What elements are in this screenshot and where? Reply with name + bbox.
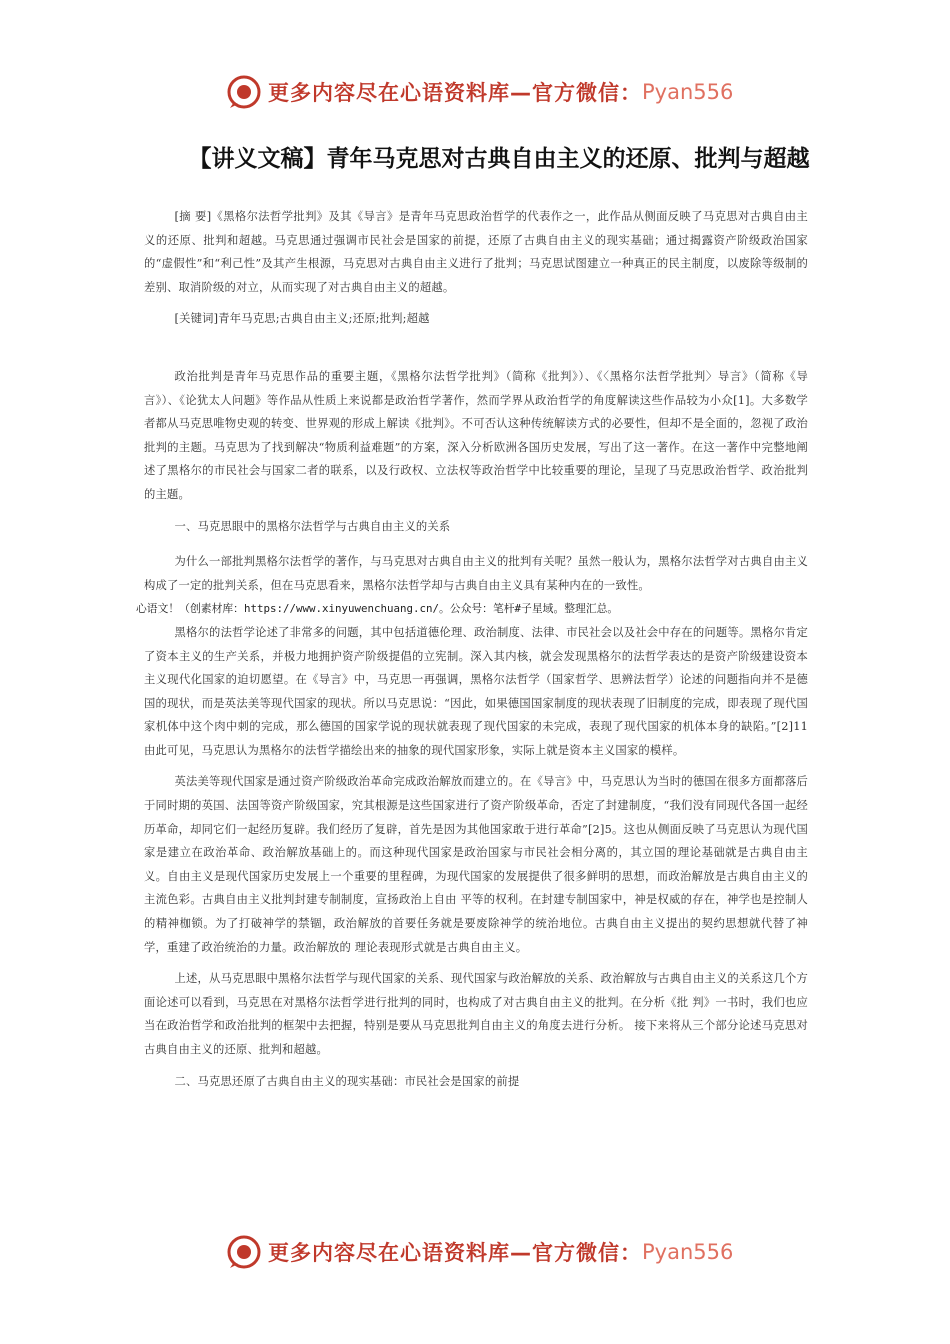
seal-logo-icon bbox=[226, 74, 262, 110]
paragraph-3: 英法美等现代国家是通过资产阶级政治革命完成政治解放而建立的。在《导言》中，马克思认为当时的德国在很多方面都落后于同时期的英国、法国等资产阶级国家，究其根源是这些国家进行了资产阶级革命，否定了封建制度，“我们没有同现代各国一起经历革命，却同它们一起经历复辟。我们经历了复辟，首先是因为其他国家敢于进行革命”[2]5。这也从侧面反映了马克思认为现代国家是建立在政治革命、政治解放基础上的。而这种现代国家是政治国家与市民社会相分离的，其立国的理论基础就是古典自由主义。自由主义是现代国家历史发展上一个重要的里程碑，为现代国家的发展提供了很多鲜明的思想，而政治解放是古典自由主义的主流色彩。古典自由主义批判封建专制制度，宣扬政治上自由 平等的权利。在封建专制国家中，神是权威的存在，神学也是控制人的精神枷锁。为了打破神学的禁锢，政治解放的首要任务就是要废除神学的统治地位。古典自由主义提出的契约思想就代替了神学，重建了政治统治的力量。政治解放的 理论表现形式就是古典自由主义。 bbox=[144, 775, 808, 954]
section-heading-2: 二、马克思还原了古典自由主义的现实基础：市民社会是国家的前提 bbox=[174, 1074, 520, 1088]
document-body bbox=[136, 205, 808, 1105]
page-title: 【讲义文稿】青年马克思对古典自由主义的还原、批判与超越 bbox=[188, 146, 810, 172]
paragraph-2: 黑格尔的法哲学论述了非常多的问题，其中包括道德伦理、政治制度、法律、市民社会以及社会中存在的问题等。黑格尔肯定了资本主义的生产关系，并极力地拥护资产阶级提倡的立宪制。深入其内核，就会发现黑格尔的法哲学表达的是资产阶级建设资本主义现代化国家的迫切愿望。在《导言》中，马克思一再强调，黑格尔法哲学（国家哲学、思辨法哲学）论述的问题指向并不是德国的现状，而是英法美等现代国家的现状。所以马克思说：“因此，如果德国国家制度的现状表现了旧制度的完成，即表现了现代国家机体中这个肉中刺的完成，那么德国的国家学说的现状就表现了现代国家的未完成，表现了现代国家的机体本身的缺陷。”[2]11 由此可见，马克思认为黑格尔的法哲学描绘出来的抽象的现代国家形象，实际上就是资本主义国家的模样。 bbox=[144, 625, 808, 757]
footer-banner bbox=[226, 1232, 746, 1272]
paragraph-1: 为什么一部批判黑格尔法哲学的著作，与马克思对古典自由主义的批判有关呢？虽然一般认为，黑格尔法哲学对古典自由主义构成了一定的批判关系，但在马克思看来，黑格尔法哲学却与古典自由主义具有某种内在的一致性。 bbox=[144, 555, 808, 592]
header-banner bbox=[226, 72, 746, 112]
banner-wechat-id: Pyan556 bbox=[642, 80, 734, 104]
section-heading-1: 一、马克思眼中的黑格尔法哲学与古典自由主义的关系 bbox=[174, 519, 451, 533]
keywords: [关键词]青年马克思;古典自由主义;还原;批判;超越 bbox=[174, 312, 430, 326]
seal-logo-icon bbox=[226, 1234, 262, 1270]
abstract: [摘 要]《黑格尔法哲学批判》及其《导言》是青年马克思政治哲学的代表作之一，此作品从侧面反映了马克思对古典自由主义的还原、批判和超越。马克思通过强调市民社会是国家的前提，还原了古典自由主义的现实基础；通过揭露资产阶级政治国家的“虚假性”和“利己性”及其产生根源，马克思对古典自由主义进行了批判；马克思试图建立一种真正的民主制度，以废除等级制的差别、取消阶级的对立，从而实现了对古典自由主义的超越。 bbox=[144, 210, 808, 294]
intro-paragraph: 政治批判是青年马克思作品的重要主题，《黑格尔法哲学批判》（简称《批判》）、《〈黑格尔法哲学批判〉导言》（简称《导言》）、《论犹太人问题》等作品从性质上来说都是政治哲学著作，然而学界从政治哲学的角度解读这些作品较为小众[1]。大多数学者都从马克思唯物史观的转变、世界观的形成上解读《批判》。不可否认这种传统解读方式的必要性，但却不是全面的，忽视了政治批判的主题。马克思为了找到解决“物质利益难题”的方案，深入分析欧洲各国历史发展，写出了这一著作。在这一著作中完整地阐述了黑格尔的市民社会与国家二者的联系，以及行政权、立法权等政治哲学中比较重要的理论，呈现了马克思政治哲学、政治批判的主题。 bbox=[144, 369, 808, 501]
footer-banner-text: 更多内容尽在心语资料库—官方微信： bbox=[268, 1241, 642, 1265]
banner-text: 更多内容尽在心语资料库—官方微信： bbox=[268, 81, 642, 105]
footer-banner-wechat-id: Pyan556 bbox=[642, 1240, 734, 1264]
paragraph-4: 上述，从马克思眼中黑格尔法哲学与现代国家的关系、现代国家与政治解放的关系、政治解放与古典自由主义的关系这几个方面论述可以看到，马克思在对黑格尔法哲学进行批判的同时，也构成了对古典自由主义的批判。在分析《批 判》一书时，我们也应当在政治哲学和政治批判的框架中去把握，特别是要从马克思批判自由主义的角度去进行分析。 接下来将从三个部分论述马克思对古典自由主义的还原、批判和超越。 bbox=[144, 972, 808, 1056]
source-notice: 心语文！（创素材库：https://www.xinyuwenchuang.cn/。公众号：笔杆#子星域。整理汇总。 bbox=[136, 602, 619, 616]
